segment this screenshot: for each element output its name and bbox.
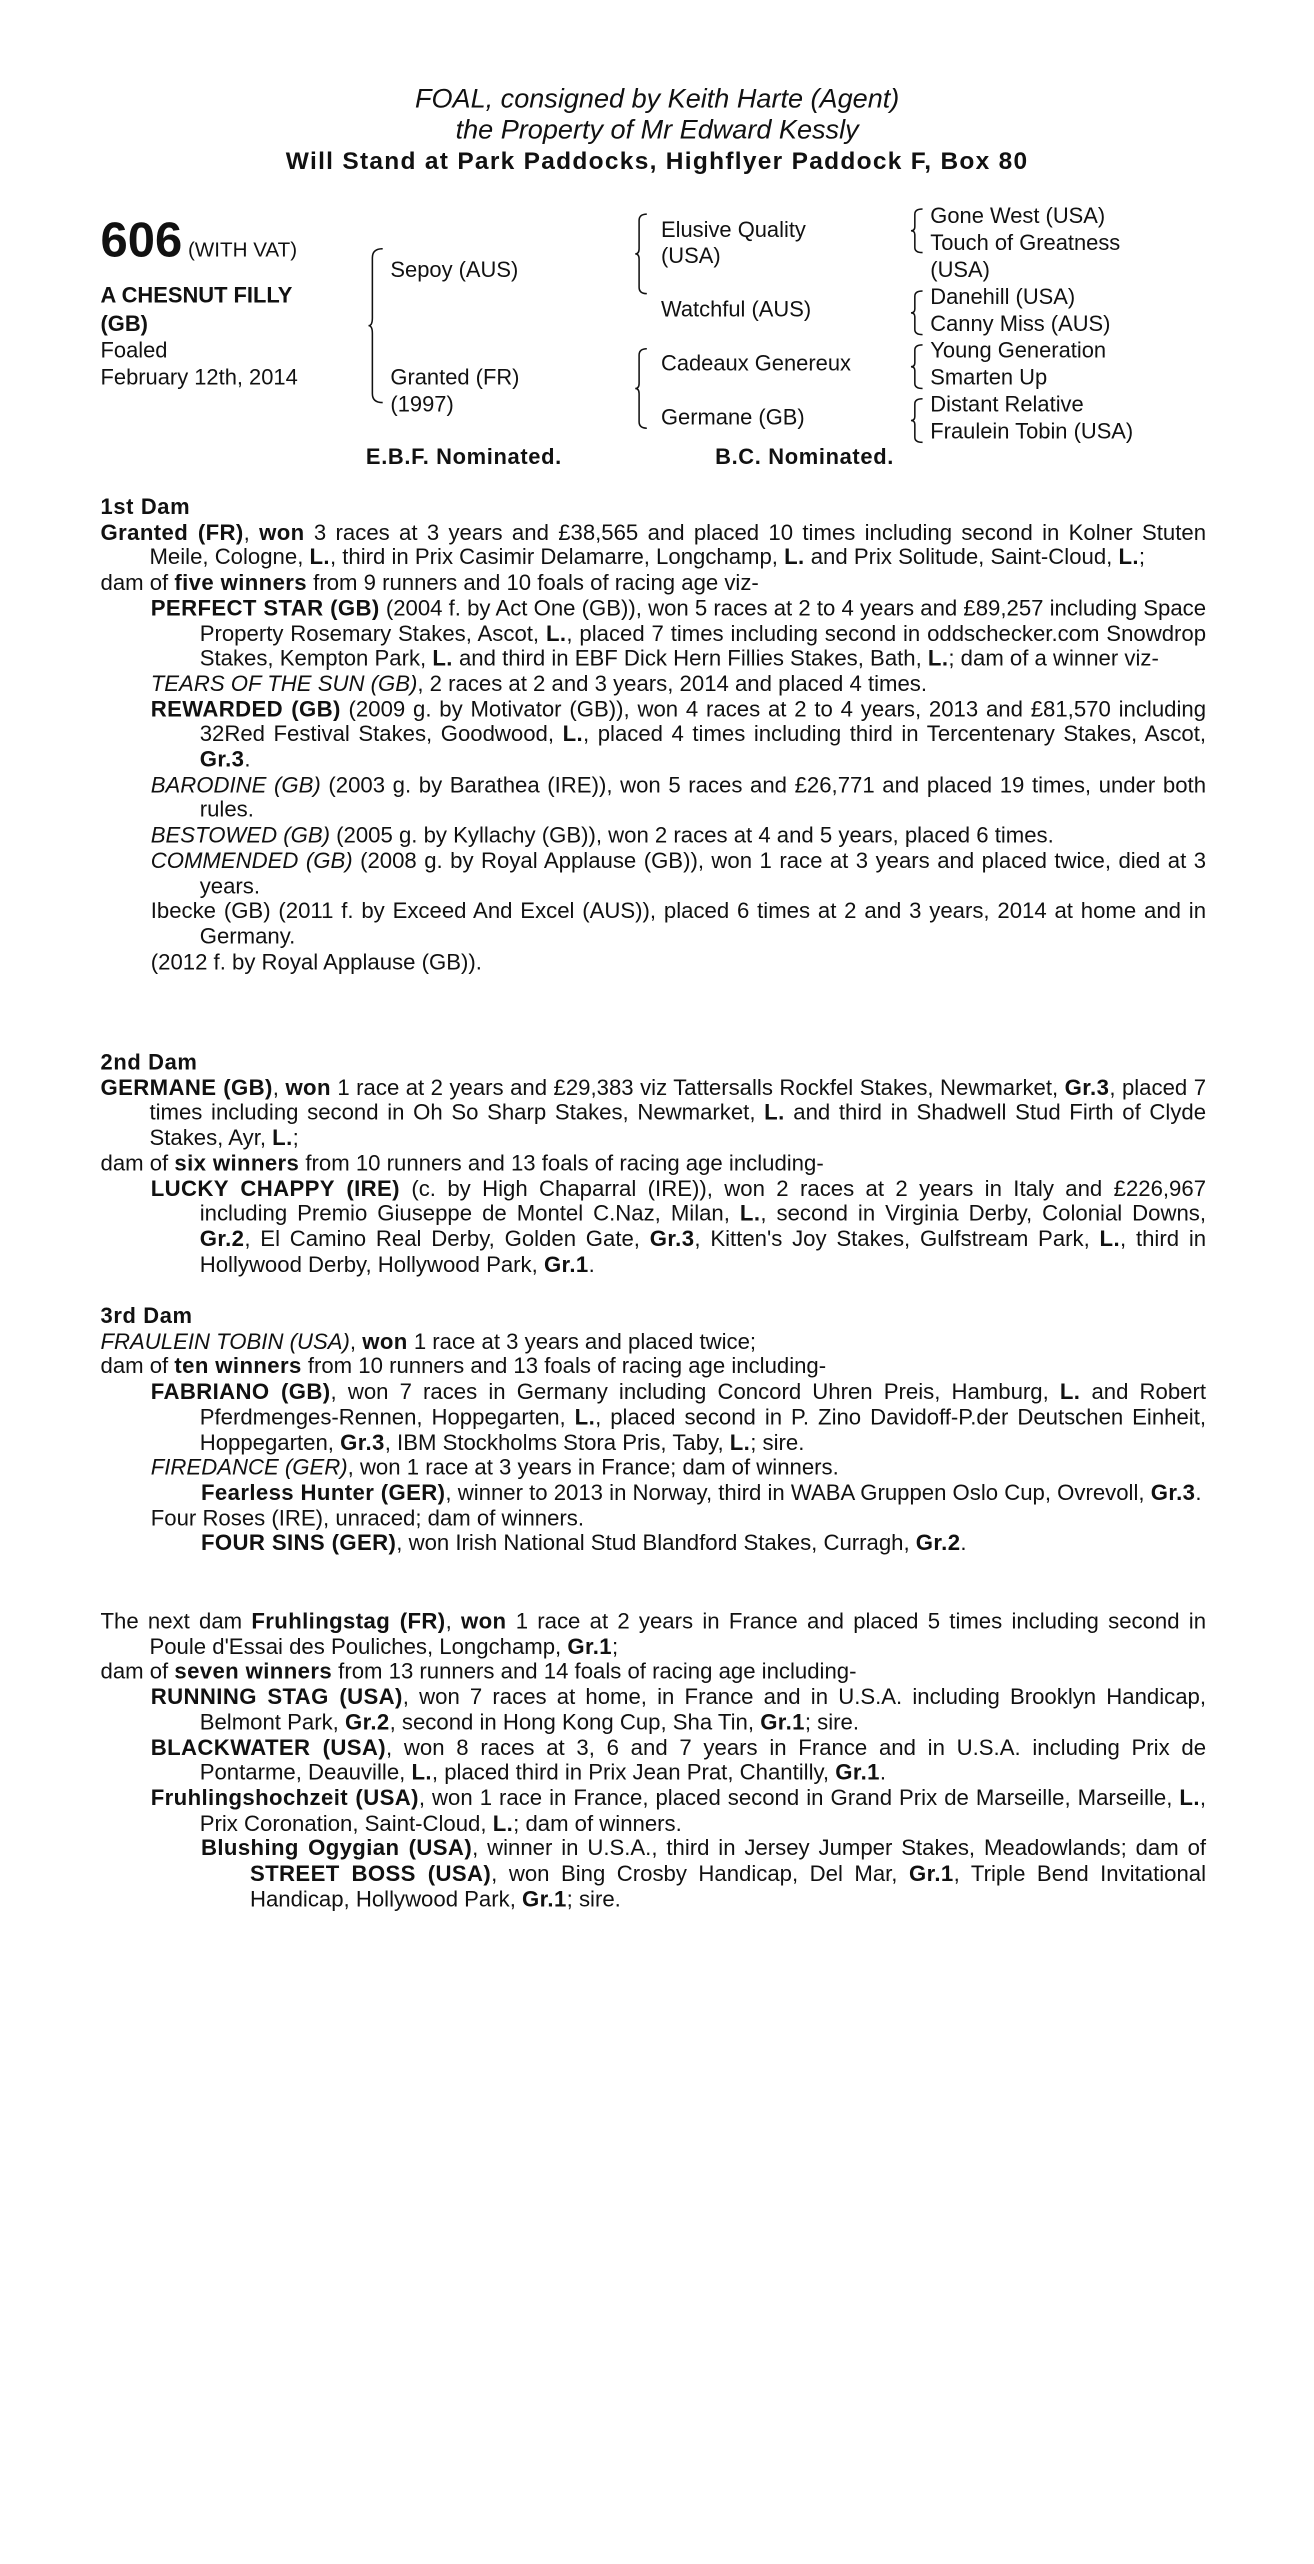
produce-entry: TEARS OF THE SUN (GB), 2 races at 2 and 3 years, 2014 and placed 4 times.	[150, 670, 928, 697]
ancestor-1: Gone West (USA)	[930, 203, 1106, 229]
grand-produce-entry: Blushing Ogygian (USA), winner in U.S.A., third in Jersey Jumper Stakes, Meadowlands; dam of STREET BOSS (USA), won Bing Crosby Handicap, Del Mar, Gr.1, Triple Bend Invitational Handicap, Hollywood Park, Gr.1; sire.	[201, 1835, 1207, 1912]
pedigree-brace-g1	[910, 208, 925, 254]
ancestor-8: Fraulein Tobin (USA)	[930, 419, 1134, 444]
dam-record: FRAULEIN TOBIN (USA), won 1 race at 3 years and placed twice;	[100, 1327, 757, 1354]
lot-number-block	[101, 215, 298, 266]
ancestor-4: Canny Miss (AUS)	[930, 311, 1111, 336]
produce-summary: dam of five winners from 9 runners and 10 foals of racing age viz-	[100, 569, 759, 596]
third-dam-section	[101, 1304, 1207, 1557]
produce-entry: BARODINE (GB) (2003 g. by Barathea (IRE)), won 5 races and £26,771 and placed 19 times, under both rules.	[150, 771, 1207, 823]
dam-record: The next dam Fruhlingstag (FR), won 1 race at 2 years in France and placed 5 times including second in Poule d'Essai des Pouliches, Longchamp, Gr.1;	[100, 1607, 1207, 1659]
grand-produce-entry: FOUR SINS (GER), won Irish National Stud Blandford Stakes, Curragh, Gr.2.	[201, 1529, 967, 1556]
property-line: the Property of Mr Edward Kessly	[455, 115, 859, 145]
vat-note: (WITH VAT)	[187, 239, 298, 262]
section-heading: 1st Dam	[100, 494, 191, 520]
produce-entry: BESTOWED (GB) (2005 g. by Kyllachy (GB)), won 2 races at 4 and 5 years, placed 6 times.	[150, 822, 1054, 848]
ancestor-6: Smarten Up	[930, 365, 1048, 390]
bc-nominated: B.C. Nominated.	[715, 444, 894, 470]
pedigree-brace-main	[367, 247, 385, 403]
sire-sire-country: (USA)	[661, 243, 721, 268]
ancestor-3: Danehill (USA)	[930, 284, 1076, 309]
consignor-line: FOAL, consigned by Keith Harte (Agent)	[414, 84, 900, 115]
produce-entry: BLACKWATER (USA), won 8 races at 3, 6 and 7 years in France and in U.S.A. including Prix de Pontarme, Deauville, L., placed third in Prix Jean Prat, Chantilly, Gr.1.	[150, 1734, 1207, 1785]
produce-entry: RUNNING STAG (USA), won 7 races at home, in France and in U.S.A. including Brooklyn Handicap, Belmont Park, Gr.2, second in Hong Kong Cup, Sha Tin, Gr.1; sire.	[150, 1683, 1207, 1735]
produce-entry: COMMENDED (GB) (2008 g. by Royal Applause (GB)), won 1 race at 3 years and placed twice, died at 3 years.	[150, 847, 1207, 899]
dam-record: GERMANE (GB), won 1 race at 2 years and £29,383 viz Tattersalls Rockfel Stakes, Newmarket, Gr.3, placed 7 times including second in Oh So Sharp Stakes, Newmarket, L. and third in Shadwell Stud Firth of Clyde Stakes, Ayr, L.;	[100, 1074, 1207, 1151]
produce-entry: LUCKY CHAPPY (IRE) (c. by High Chaparral (IRE)), won 2 races at 2 years in Italy and £226,967 including Premio Giuseppe de Montel C.Naz, Milan, L., second in Virginia Derby, Colonial Downs, Gr.2, El Camino Real Derby, Golden Gate, Gr.3, Kitten's Joy Stakes, Gulfstream Park, L., third in Hollywood Derby, Hollywood Park, Gr.1.	[150, 1175, 1207, 1277]
fourth-dam-section	[101, 1609, 1207, 1912]
dam-dam-name: Germane (GB)	[661, 405, 805, 430]
dam-sire-name: Cadeaux Genereux	[661, 351, 851, 376]
produce-entry: FIREDANCE (GER), won 1 race at 3 years in France; dam of winners.	[150, 1454, 839, 1480]
produce-entry: Four Roses (IRE), unraced; dam of winners.	[150, 1504, 585, 1531]
sire-sire-name: Elusive Quality	[661, 217, 806, 243]
ancestor-7: Distant Relative	[930, 392, 1084, 417]
dam-name: Granted (FR)	[390, 365, 520, 390]
ebf-nominated: E.B.F. Nominated.	[365, 444, 562, 470]
produce-entry: Fruhlingshochzeit (USA), won 1 race in France, placed second in Grand Prix de Marseille, Marseille, L., Prix Coronation, Saint-Cloud, L.; dam of winners.	[150, 1784, 1207, 1836]
pedigree-brace-g4	[910, 397, 925, 443]
lot-description-country: (GB)	[100, 311, 148, 336]
sire-name: Sepoy (AUS)	[390, 257, 519, 283]
produce-entry: FABRIANO (GB), won 7 races in Germany including Concord Uhren Preis, Hamburg, L. and Robert Pferdmenges-Rennen, Hoppegarten, L., placed second in P. Zino Davidoff-P.der Deutschen Einheit, Hoppegarten, Gr.3, IBM Stockholms Stora Pris, Taby, L.; sire.	[150, 1378, 1207, 1455]
pedigree-brace-dam	[634, 347, 649, 429]
section-heading: 3rd Dam	[100, 1303, 193, 1329]
produce-summary: dam of six winners from 10 runners and 13 foals of racing age including-	[100, 1149, 824, 1176]
produce-entry: REWARDED (GB) (2009 g. by Motivator (GB)), won 4 races at 2 to 4 years, 2013 and £81,570 including 32Red Festival Stakes, Goodwood, L., placed 4 times including third in Tercentenary Stakes, Ascot, Gr.3.	[150, 695, 1207, 772]
ancestor-2-country: (USA)	[930, 257, 990, 283]
produce-entry: Ibecke (GB) (2011 f. by Exceed And Excel (AUS)), placed 6 times at 2 and 3 years, 2014 at home and in Germany.	[150, 897, 1207, 949]
second-dam-section	[101, 1050, 1207, 1277]
ancestor-2: Touch of Greatness	[930, 230, 1121, 256]
grand-produce-entry: Fearless Hunter (GER), winner to 2013 in Norway, third in WABA Gruppen Oslo Cup, Ovrevoll, Gr.3.	[201, 1479, 1202, 1506]
ancestor-5: Young Generation	[930, 338, 1107, 363]
lot-number: 606	[100, 214, 183, 268]
dam-record: Granted (FR), won 3 races at 3 years and £38,565 and placed 10 times including second in Kolner Stuten Meile, Cologne, L., third in Prix Casimir Delamarre, Longchamp, L. and Prix Solitude, Saint-Cloud, L.;	[100, 518, 1207, 570]
produce-summary: dam of ten winners from 10 runners and 13 foals of racing age including-	[100, 1353, 827, 1379]
sire-dam-name: Watchful (AUS)	[661, 297, 812, 322]
first-dam-section	[101, 495, 1207, 975]
produce-entry: PERFECT STAR (GB) (2004 f. by Act One (GB)), won 5 races at 2 to 4 years and £89,257 including Space Property Rosemary Stakes, Ascot, L., placed 7 times including second in oddschecker.com Snowdrop Stakes, Kempton Park, L. and third in EBF Dick Hern Fillies Stakes, Bath, L.; dam of a winner viz-	[150, 594, 1207, 671]
pedigree-brace-g3	[910, 344, 925, 390]
dam-year: (1997)	[390, 392, 454, 417]
pedigree-brace-sire	[634, 213, 649, 295]
section-heading: 2nd Dam	[100, 1050, 198, 1075]
foaling-date: February 12th, 2014	[100, 365, 298, 390]
lot-description: A CHESNUT FILLY	[100, 283, 293, 308]
produce-summary: dam of seven winners from 13 runners and 14 foals of racing age including-	[100, 1658, 857, 1684]
location-line: Will Stand at Park Paddocks, Highflyer Paddock F, Box 80	[285, 148, 1029, 176]
pedigree-brace-g2	[910, 290, 925, 336]
foaled-label: Foaled	[100, 338, 168, 363]
produce-entry: (2012 f. by Royal Applause (GB)).	[150, 948, 482, 974]
